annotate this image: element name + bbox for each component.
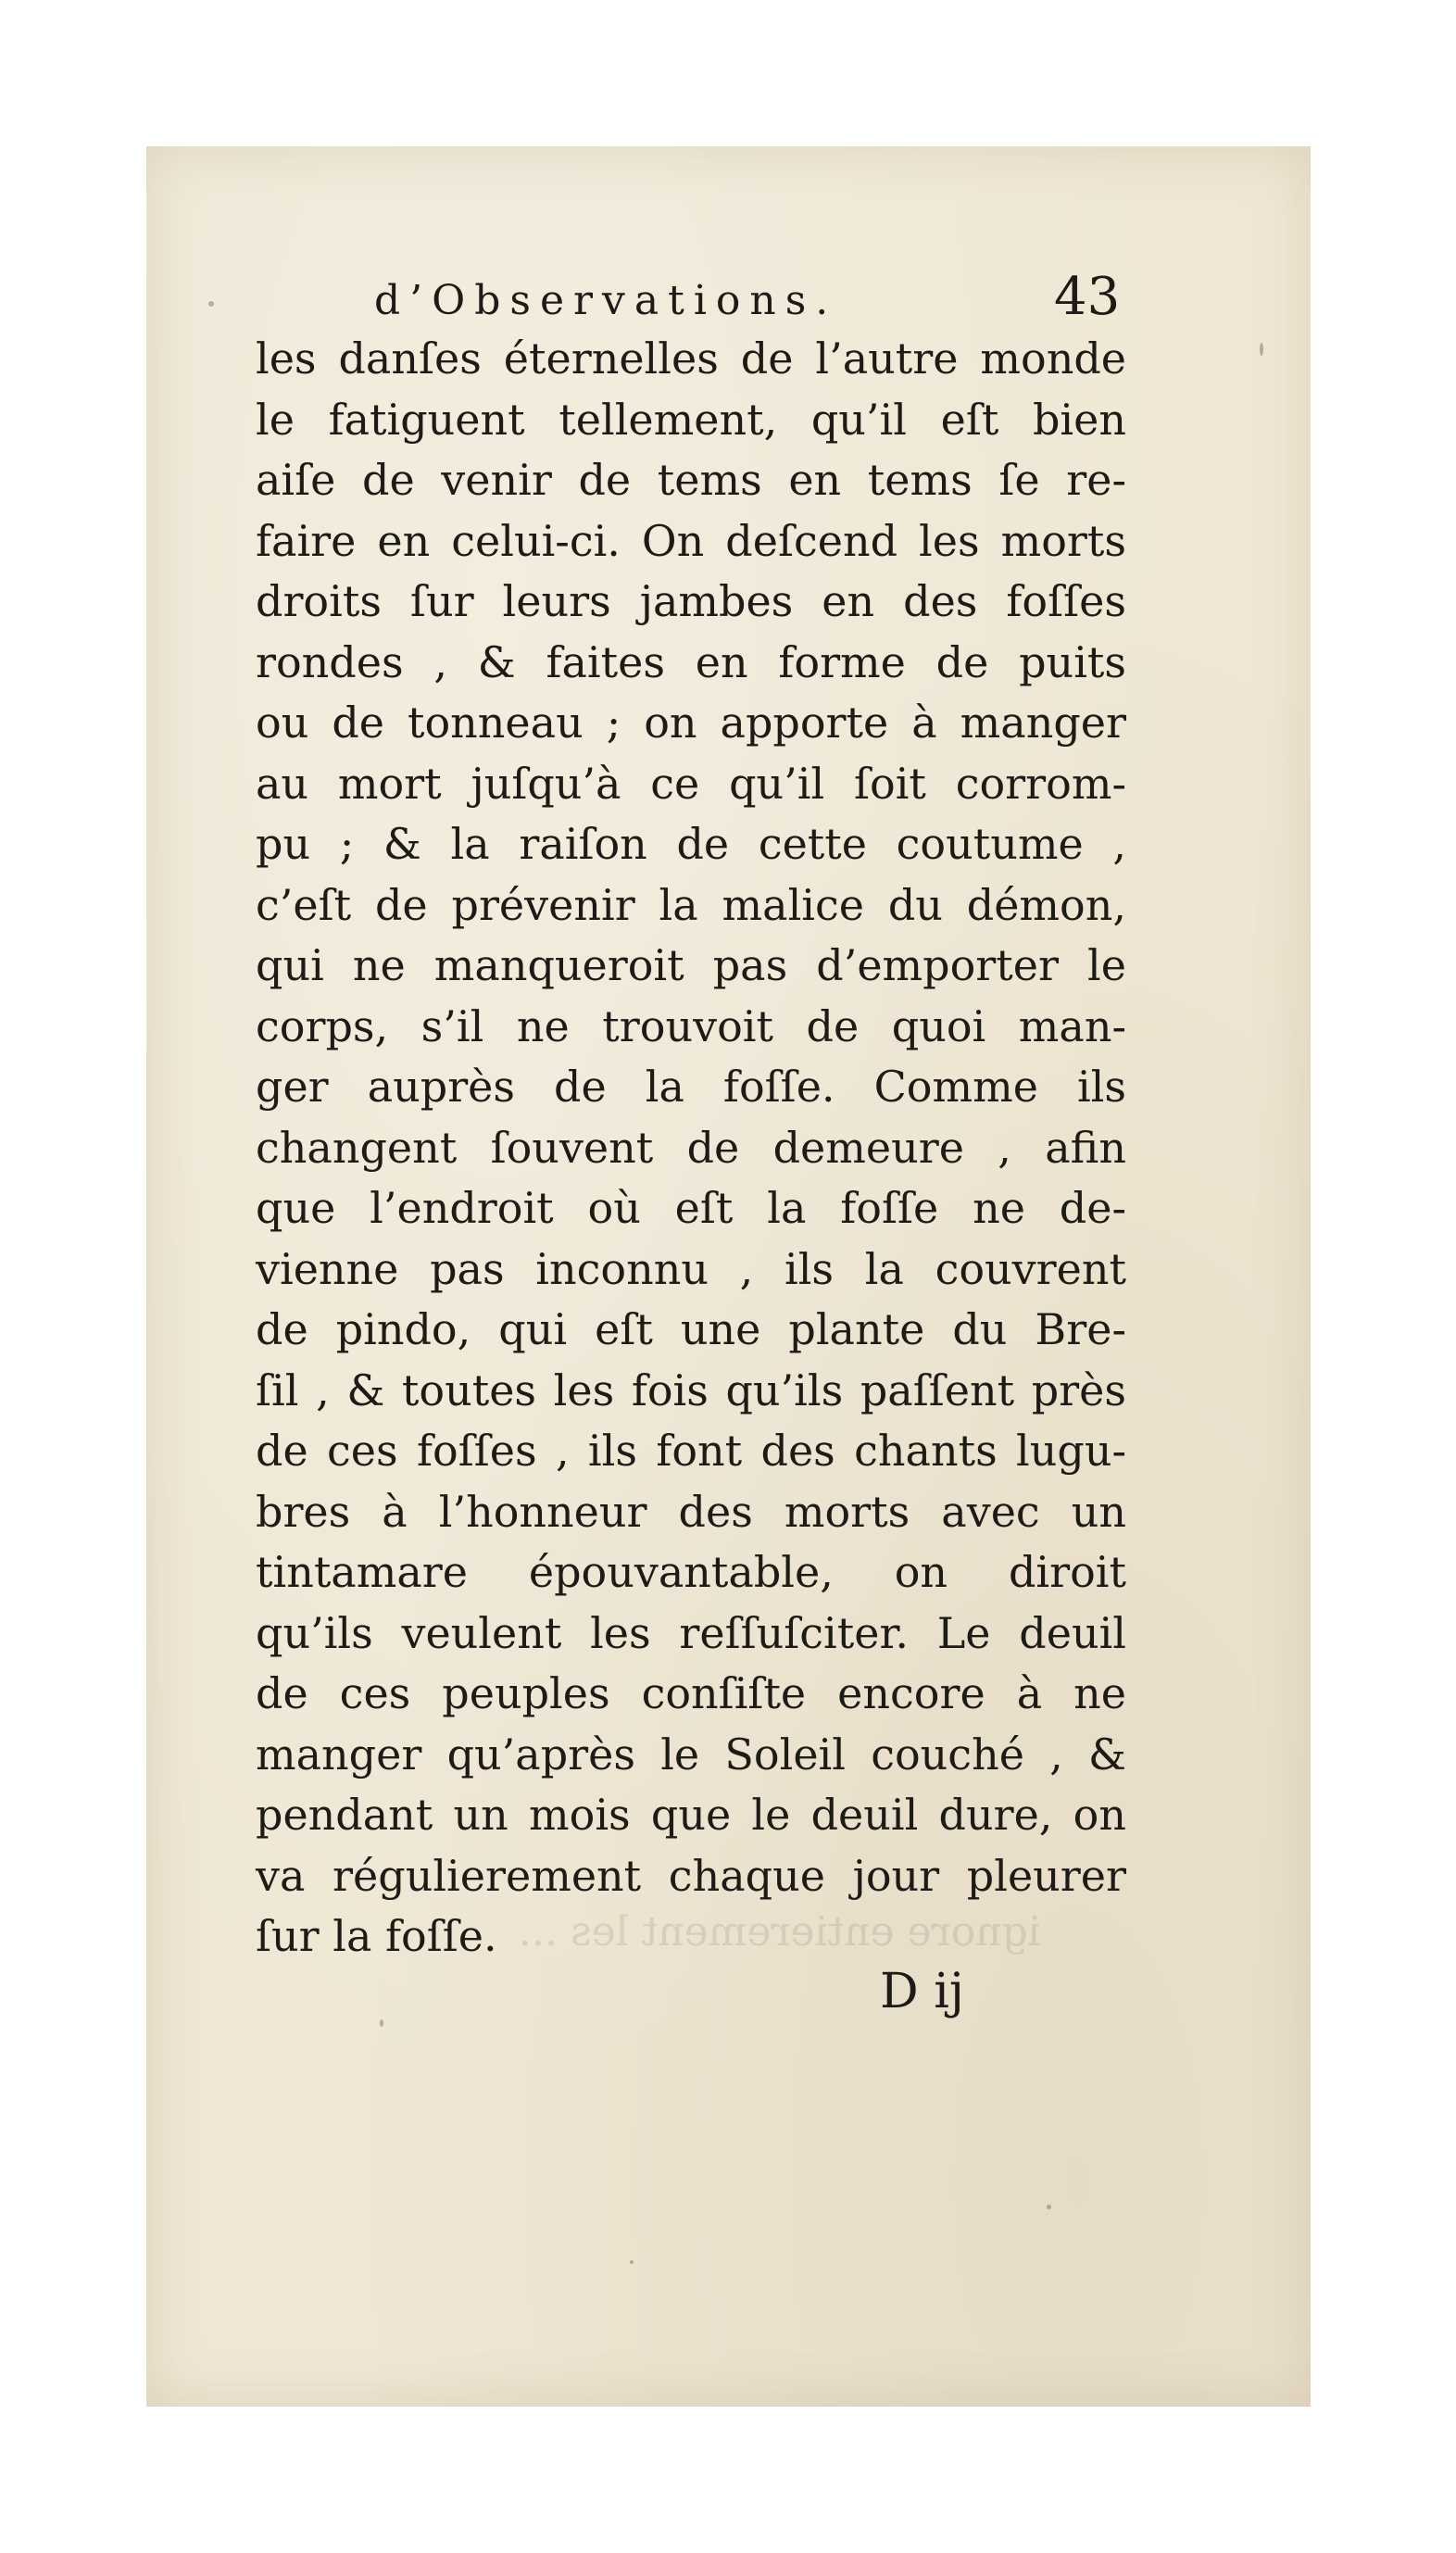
text-line: de ces peuples conſiſte encore à ne xyxy=(256,1668,1126,1718)
text-line: ſur la foſſe. xyxy=(256,1911,497,1961)
text-line: ger auprès de la foſſe. Comme ils xyxy=(256,1062,1126,1112)
text-line: tintamare épouvantable, on diroit xyxy=(256,1547,1126,1597)
text-line: les danſes éternelles de l’autre monde xyxy=(256,333,1126,384)
text-line: manger qu’après le Soleil couché , & xyxy=(256,1729,1126,1780)
paper-speck xyxy=(380,2019,383,2027)
text-line: ſil , & toutes les fois qu’ils paſſent près xyxy=(256,1365,1126,1415)
text-line: ou de tonneau ; on apporte à manger xyxy=(256,698,1126,748)
running-head-title: d’Observations. xyxy=(374,277,838,324)
paper-speck xyxy=(1260,343,1263,356)
text-line: le fatiguent tellement, qu’il eſt bien xyxy=(256,394,1126,445)
text-line: qu’ils veulent les reſſuſciter. Le deuil xyxy=(256,1607,1126,1658)
text-line: pu ; & la raiſon de cette coutume , xyxy=(256,819,1126,869)
paper-speck xyxy=(1047,2205,1051,2209)
paper-speck xyxy=(208,301,214,307)
text-line: qui ne manqueroit pas d’emporter le xyxy=(256,940,1126,990)
text-line: corps, s’il ne trouvoit de quoi man- xyxy=(256,1000,1126,1051)
text-line: au mort juſqu’à ce qu’il ſoit corrom- xyxy=(256,758,1126,809)
text-line: rondes , & faites en forme de puits xyxy=(256,636,1126,687)
body-text xyxy=(256,329,1126,1968)
signature-mark: D ij xyxy=(880,1964,964,2019)
text-line: de ces foſſes , ils font des chants lugu- xyxy=(256,1426,1126,1476)
text-line: vienne pas inconnu , ils la couvrent xyxy=(256,1243,1126,1294)
text-line: aiſe de venir de tems en tems ſe re- xyxy=(256,455,1126,505)
text-line: bres à l’honneur des morts avec un xyxy=(256,1486,1126,1537)
text-line: changent ſouvent de demeure , afin xyxy=(256,1122,1126,1173)
text-line: de pindo, qui eſt une plante du Bre- xyxy=(256,1304,1126,1354)
bleed-through-text: ignore entierement les ... xyxy=(519,1908,1041,1956)
text-line: c’eſt de prévenir la malice du démon, xyxy=(256,879,1126,930)
text-line: faire en celui-ci. On deſcend les morts xyxy=(256,515,1126,566)
text-line: que l’endroit où eſt la foſſe ne de- xyxy=(256,1183,1126,1233)
text-line: droits ſur leurs jambes en des foſſes xyxy=(256,576,1126,626)
paper-speck xyxy=(630,2260,634,2264)
text-line: pendant un mois que le deuil dure, on xyxy=(256,1790,1126,1840)
text-line: va régulierement chaque jour pleurer xyxy=(256,1850,1126,1901)
page-number: 43 xyxy=(1054,267,1121,327)
